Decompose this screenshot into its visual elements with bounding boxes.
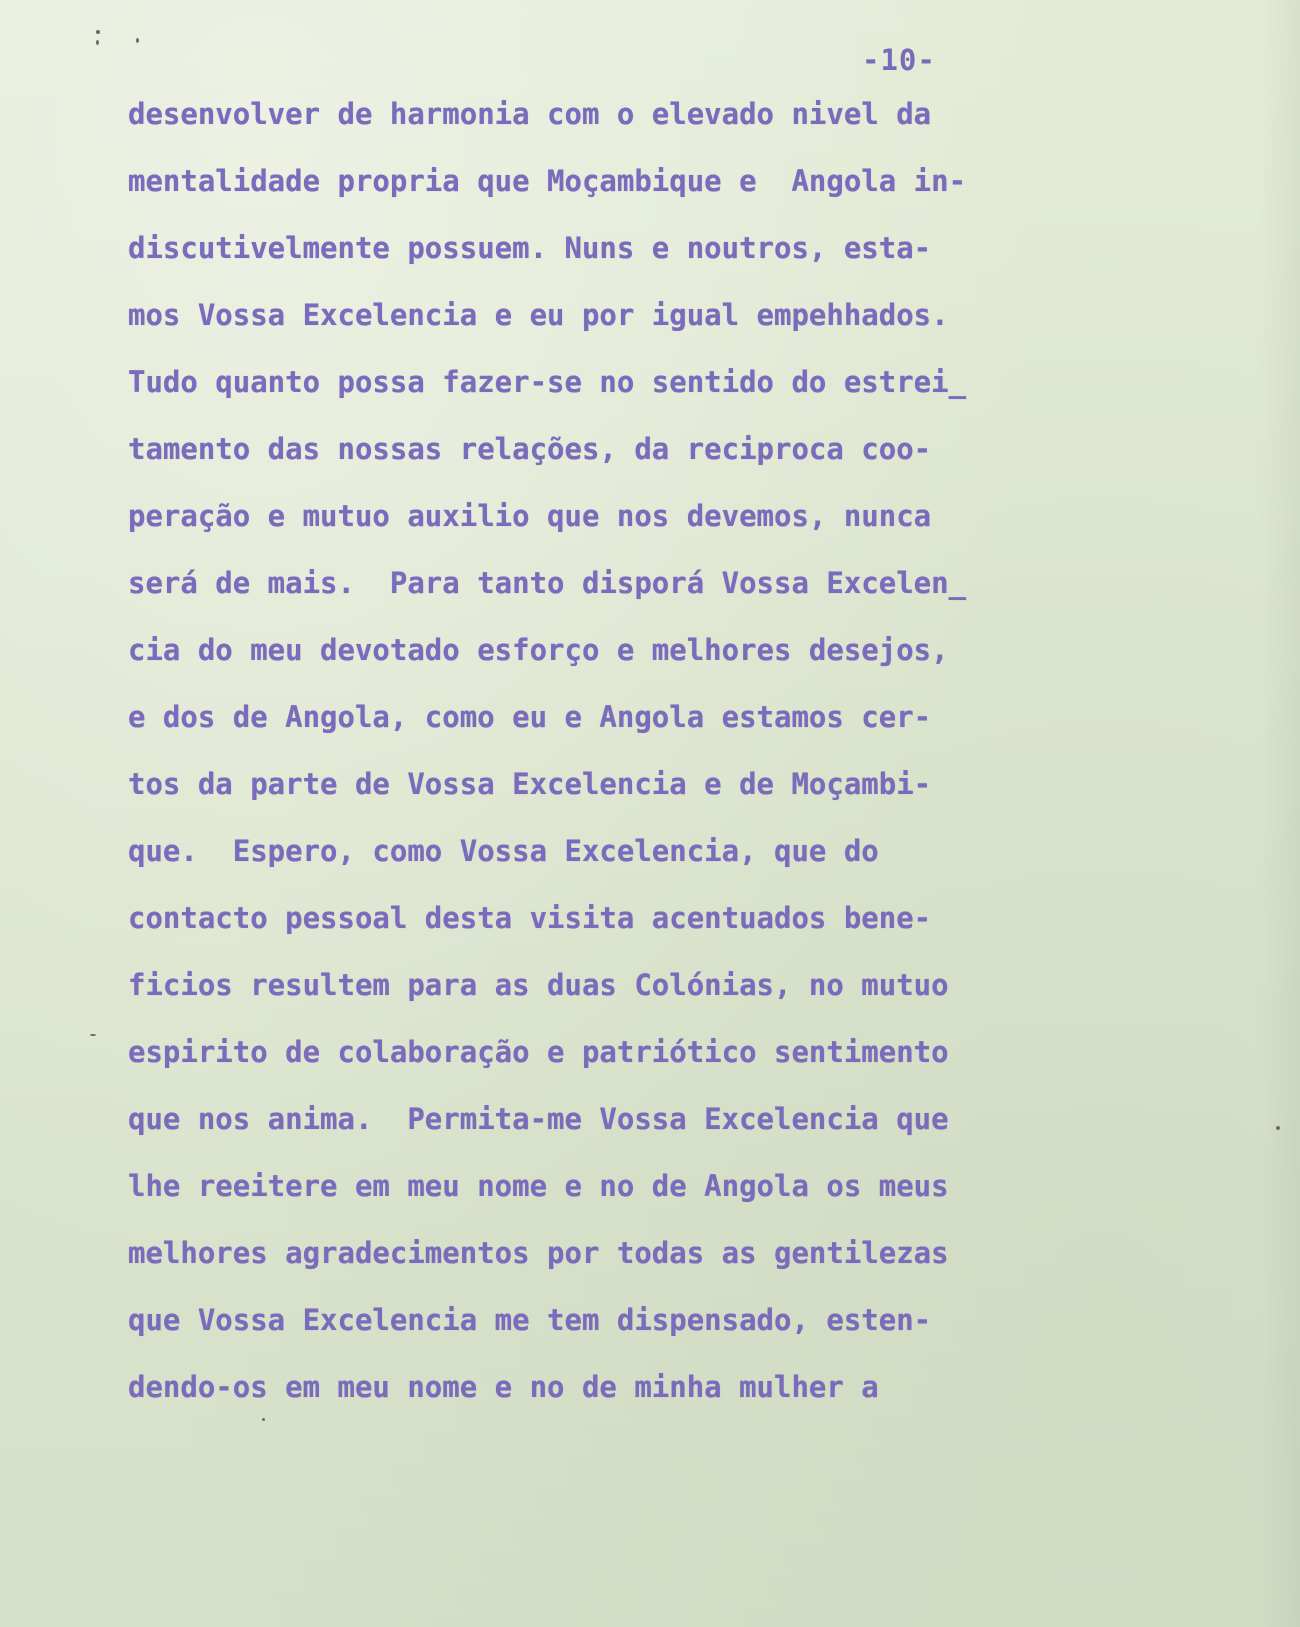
text-line: peração e mutuo auxilio que nos devemos, nunca [128,499,932,533]
text-line: Tudo quanto possa fazer-se no sentido do estrei_ [128,365,967,399]
text-line: que nos anima. Permita-me Vossa Excelencia que [128,1102,949,1136]
ink-speck [136,38,139,43]
page-edge-shadow [1260,0,1300,1627]
text-line: que Vossa Excelencia me tem dispensado, esten- [128,1303,932,1337]
ink-speck [96,40,99,45]
text-line: e dos de Angola, como eu e Angola estamos cer- [128,700,932,734]
text-line: lhe reeitere em meu nome e no de Angola os meus [128,1169,949,1203]
letter-body-text [128,90,1128,1430]
text-line: mentalidade propria que Moçambique e Angola in- [128,164,967,198]
text-line: mos Vossa Excelencia e eu por igual empehhados. [128,298,949,332]
text-line: desenvolver de harmonia com o elevado nivel da [128,97,932,131]
text-line: que. Espero, como Vossa Excelencia, que do [128,834,879,868]
ink-speck [96,30,100,34]
text-line: será de mais. Para tanto disporá Vossa Excelen_ [128,566,967,600]
ink-speck [1276,1126,1280,1130]
text-line: tamento das nossas relações, da reciproca coo- [128,432,932,466]
text-line: tos da parte de Vossa Excelencia e de Moçambi- [128,767,932,801]
text-line: dendo-os em meu nome e no de minha mulher a [128,1370,879,1404]
text-line: espirito de colaboração e patriótico sentimento [128,1035,949,1069]
text-line: contacto pessoal desta visita acentuados bene- [128,901,932,935]
text-line: discutivelmente possuem. Nuns e noutros, esta- [128,231,932,265]
text-line: melhores agradecimentos por todas as gentilezas [128,1236,949,1270]
text-line: cia do meu devotado esforço e melhores desejos, [128,633,949,667]
text-line: ficios resultem para as duas Colónias, no mutuo [128,968,949,1002]
page-number: -10- [862,43,936,77]
ink-speck [90,1034,96,1036]
